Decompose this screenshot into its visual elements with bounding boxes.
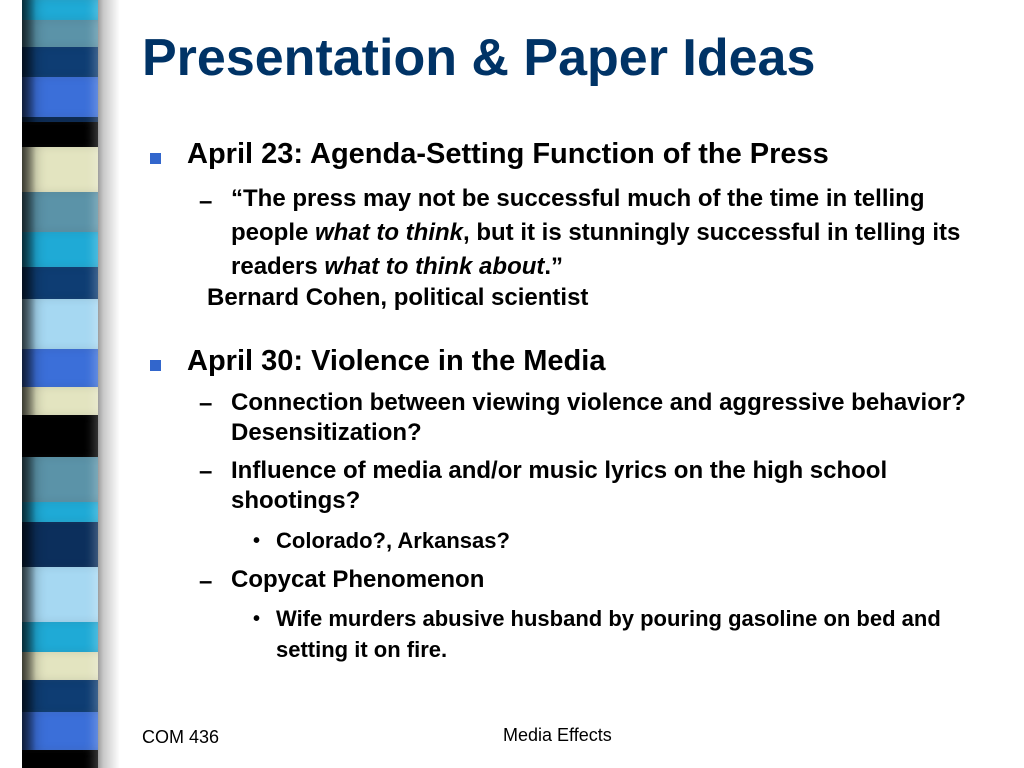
dash-marker: – — [199, 458, 213, 485]
quote-text-1: “The press may not be successful much of the time in telling people — [231, 185, 925, 246]
footer-course: COM 436 — [142, 727, 220, 747]
bullet-agenda-setting: April 23: Agenda-Setting Function of the Press — [187, 138, 829, 170]
strip-shadow — [96, 0, 120, 768]
dot-marker: • — [253, 608, 261, 630]
sub-connection-violence: Connection between viewing violence and aggressive behavior? Desensitization? — [231, 389, 966, 446]
quote-text-2: , but it is stunningly successful in telling its readers — [231, 219, 961, 280]
dash-marker: – — [199, 568, 213, 595]
item-wife-murders: Wife murders abusive husband by pouring gasoline on bed and setting it on fire. — [276, 606, 941, 662]
bullet-violence-media: April 30: Violence in the Media — [187, 345, 606, 377]
sub-influence-lyrics: Influence of media and/or music lyrics on the high school shootings? — [231, 457, 888, 514]
bullet-square-icon — [150, 360, 161, 371]
quote-emphasis-1: what to think — [315, 219, 463, 246]
decorative-strip — [22, 0, 98, 768]
item-colorado-arkansas: Colorado?, Arkansas? — [276, 528, 510, 553]
strip-edge-shadow — [22, 0, 36, 768]
dash-marker: – — [199, 188, 213, 215]
quote-emphasis-2: what to think about — [324, 253, 545, 280]
footer-title: Media Effects — [503, 725, 612, 745]
quote-text-3: .” — [544, 253, 564, 280]
slide-title: Presentation & Paper Ideas — [142, 29, 816, 87]
cohen-quote — [231, 182, 971, 284]
bullet-square-icon — [150, 153, 161, 164]
dash-marker: – — [199, 390, 213, 417]
sub-copycat: Copycat Phenomenon — [231, 566, 485, 593]
quote-attribution: Bernard Cohen, political scientist — [207, 284, 589, 311]
dot-marker: • — [253, 530, 261, 552]
